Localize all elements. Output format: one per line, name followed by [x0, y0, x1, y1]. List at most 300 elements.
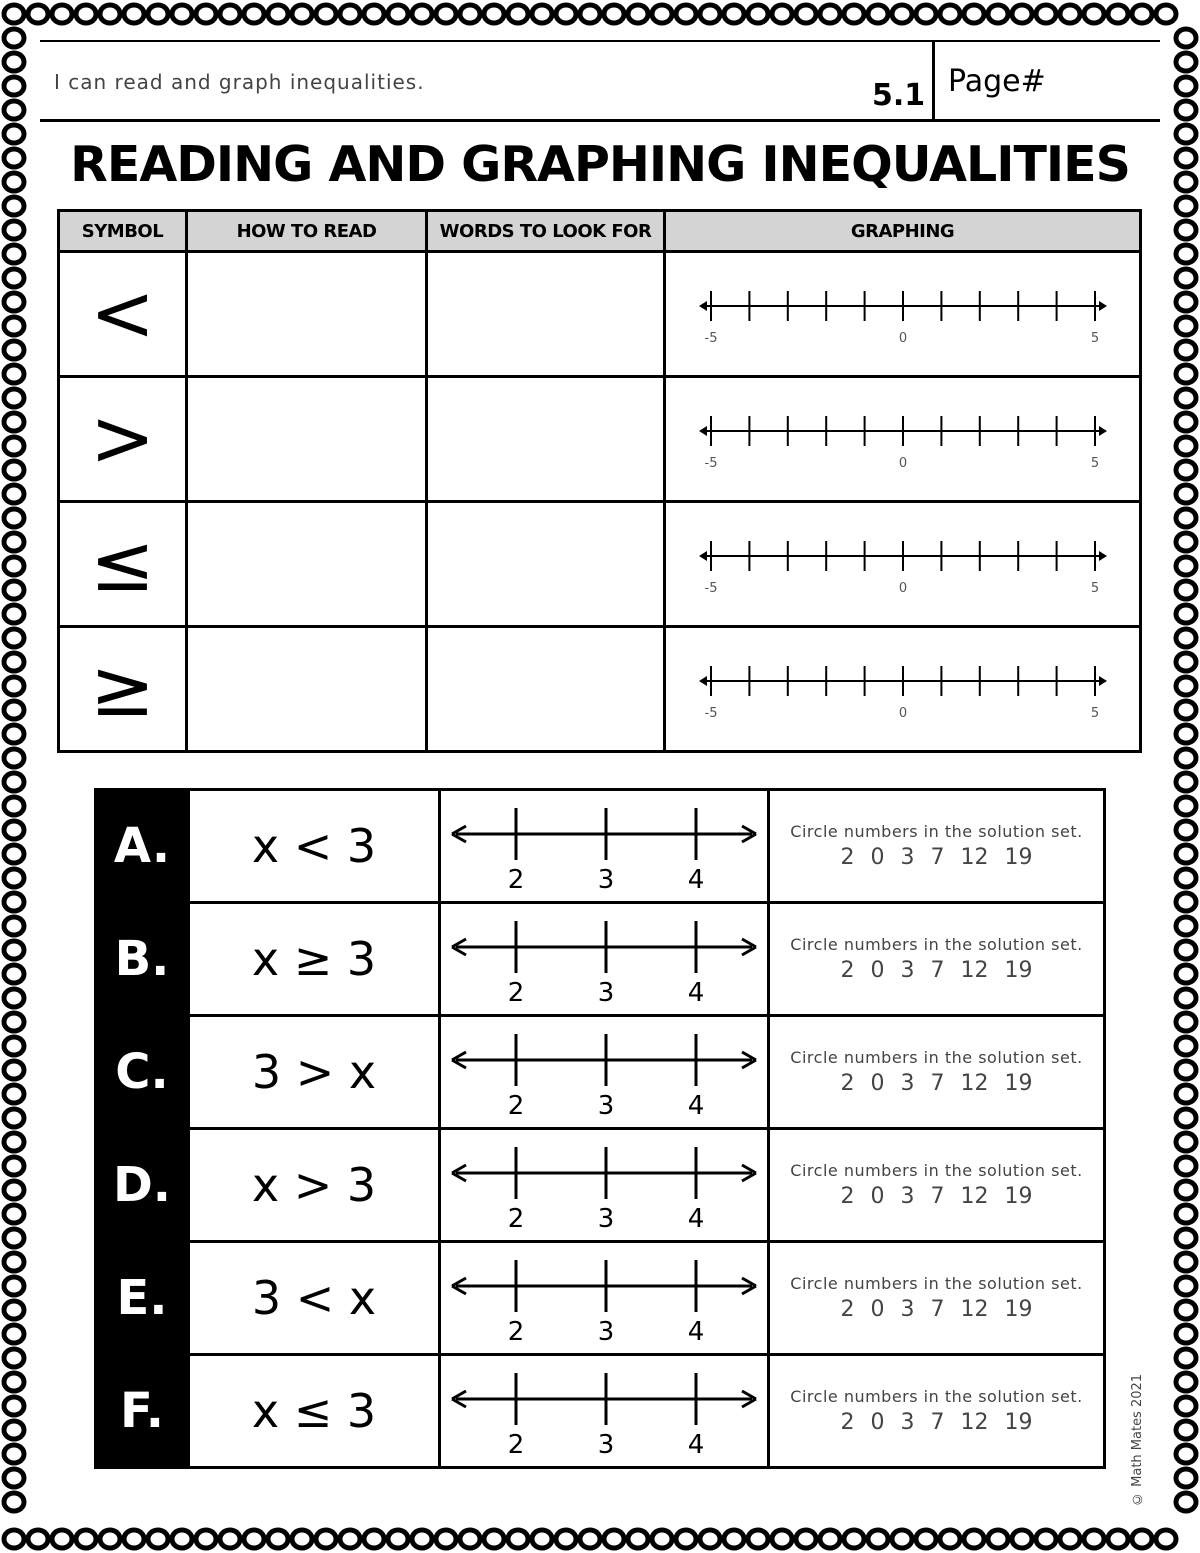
border-ring: [964, 5, 984, 23]
border-ring: [1176, 725, 1196, 743]
border-ring: [4, 29, 24, 47]
words-cell[interactable]: [427, 252, 665, 377]
border-ring: [1176, 1133, 1196, 1151]
border-ring: [676, 1530, 696, 1548]
ref-row-less-equal: [59, 502, 1141, 627]
border-ring: [4, 1205, 24, 1223]
border-ring: [1176, 1469, 1196, 1487]
how-to-read-cell[interactable]: [187, 252, 427, 377]
arrow-left-icon: [699, 301, 707, 311]
tick-label: 0: [898, 581, 907, 594]
ref-row-greater-than: [59, 377, 1141, 502]
border-ring: [4, 485, 24, 503]
border-ring: [1176, 245, 1196, 263]
border-ring: [4, 1469, 24, 1487]
border-ring: [892, 5, 912, 23]
border-ring: [460, 1530, 480, 1548]
border-ring: [4, 1085, 24, 1103]
border-ring: [772, 1530, 792, 1548]
border-ring: [4, 53, 24, 71]
graphing-cell[interactable]: [665, 502, 1141, 627]
item-letter: B.: [96, 903, 189, 1016]
border-ring: [1176, 53, 1196, 71]
how-to-read-cell[interactable]: [187, 502, 427, 627]
border-ring: [556, 1530, 576, 1548]
border-ring: [532, 1530, 552, 1548]
candidate-number[interactable]: 2: [840, 1410, 855, 1435]
candidate-number[interactable]: 19: [1004, 1297, 1033, 1322]
border-ring: [4, 413, 24, 431]
border-ring: [604, 5, 624, 23]
circle-prompt: Circle numbers in the solution set.: [790, 1048, 1083, 1067]
candidate-numbers: [770, 845, 1103, 870]
border-ring: [1176, 1277, 1196, 1295]
graphing-cell[interactable]: [665, 252, 1141, 377]
border-ring: [1060, 5, 1080, 23]
border-ring: [1176, 269, 1196, 287]
border-ring: [4, 701, 24, 719]
item-letter: A.: [96, 790, 189, 903]
border-ring: [460, 5, 480, 23]
tick-label: 4: [687, 1204, 705, 1229]
solution-set-cell: [769, 1129, 1105, 1242]
border-ring: [700, 1530, 720, 1548]
candidate-number[interactable]: 0: [870, 1071, 885, 1096]
border-ring: [4, 1421, 24, 1439]
border-ring: [820, 5, 840, 23]
border-ring: [268, 1530, 288, 1548]
practice-row: [96, 1016, 1105, 1129]
border-ring: [4, 1061, 24, 1079]
border-ring: [4, 581, 24, 599]
tick-label: 2: [507, 978, 525, 1003]
border-ring: [1176, 653, 1196, 671]
symbol-greater-equal: ≥: [59, 627, 187, 752]
candidate-number[interactable]: 12: [960, 1410, 989, 1435]
border-ring: [844, 1530, 864, 1548]
graph-cell[interactable]: [440, 903, 769, 1016]
border-ring: [508, 5, 528, 23]
border-ring: [4, 221, 24, 239]
border-ring: [4, 893, 24, 911]
candidate-number[interactable]: 7: [930, 1071, 945, 1096]
candidate-number[interactable]: 3: [900, 1071, 915, 1096]
inequality-expression: x ≥ 3: [189, 903, 440, 1016]
header-graphing: GRAPHING: [665, 211, 1141, 252]
symbol-less-than: <: [59, 252, 187, 377]
border-ring: [4, 533, 24, 551]
symbol-less-equal: ≤: [59, 502, 187, 627]
tick-label: 2: [507, 1430, 525, 1455]
number-line: [444, 1363, 764, 1455]
candidate-number[interactable]: 7: [930, 1297, 945, 1322]
border-ring: [1084, 5, 1104, 23]
graph-cell[interactable]: [440, 1242, 769, 1355]
tick-label: 2: [507, 1317, 525, 1342]
border-ring: [1176, 413, 1196, 431]
border-ring: [4, 1301, 24, 1319]
number-line: [444, 798, 764, 890]
border-ring: [388, 1530, 408, 1548]
border-ring: [4, 605, 24, 623]
tick-label: -5: [704, 581, 717, 594]
border-ring: [1176, 1397, 1196, 1415]
border-ring: [4, 197, 24, 215]
tick-label: -5: [704, 456, 717, 469]
border-ring: [868, 5, 888, 23]
words-cell[interactable]: [427, 377, 665, 502]
candidate-number[interactable]: 0: [870, 1410, 885, 1435]
candidate-number[interactable]: 2: [840, 845, 855, 870]
border-ring: [868, 1530, 888, 1548]
border-ring: [1176, 1253, 1196, 1271]
inequality-expression: 3 < x: [189, 1242, 440, 1355]
border-ring: [4, 269, 24, 287]
border-ring: [316, 1530, 336, 1548]
border-ring: [844, 5, 864, 23]
header-bar: [40, 40, 1160, 122]
border-ring: [4, 1109, 24, 1127]
border-ring: [196, 1530, 216, 1548]
candidate-number[interactable]: 7: [930, 1184, 945, 1209]
border-ring: [556, 5, 576, 23]
border-ring: [4, 365, 24, 383]
graph-cell[interactable]: [440, 1016, 769, 1129]
border-ring: [1176, 1325, 1196, 1343]
border-ring: [1176, 365, 1196, 383]
border-ring: [532, 5, 552, 23]
border-ring: [4, 341, 24, 359]
candidate-number[interactable]: 19: [1004, 1410, 1033, 1435]
candidate-number[interactable]: 12: [960, 1184, 989, 1209]
candidate-number[interactable]: 19: [1004, 958, 1033, 983]
circle-prompt: Circle numbers in the solution set.: [790, 822, 1083, 841]
border-ring: [4, 1349, 24, 1367]
graph-cell[interactable]: [440, 790, 769, 903]
border-ring: [1156, 1530, 1176, 1548]
candidate-number[interactable]: 3: [900, 1297, 915, 1322]
solution-set-cell: [769, 790, 1105, 903]
border-ring: [1176, 485, 1196, 503]
border-ring: [1176, 461, 1196, 479]
border-ring: [1176, 701, 1196, 719]
border-ring: [748, 5, 768, 23]
tick-label: 4: [687, 1091, 705, 1116]
border-ring: [1176, 1085, 1196, 1103]
candidate-number[interactable]: 12: [960, 958, 989, 983]
page-title: READING AND GRAPHING INEQUALITIES: [70, 136, 1130, 193]
border-ring: [1176, 389, 1196, 407]
border-ring: [1176, 1013, 1196, 1031]
border-ring: [244, 1530, 264, 1548]
border-ring: [4, 821, 24, 839]
border-ring: [4, 1037, 24, 1055]
graphing-cell[interactable]: [665, 627, 1141, 752]
candidate-number[interactable]: 2: [840, 1071, 855, 1096]
border-ring: [1176, 605, 1196, 623]
candidate-number[interactable]: 3: [900, 1184, 915, 1209]
border-ring: [1156, 5, 1176, 23]
border-ring: [292, 1530, 312, 1548]
graph-cell[interactable]: [440, 1129, 769, 1242]
border-ring: [772, 5, 792, 23]
border-ring: [1176, 1373, 1196, 1391]
practice-table: [94, 788, 1106, 1469]
candidate-number[interactable]: 12: [960, 845, 989, 870]
border-ring: [4, 1013, 24, 1031]
candidate-number[interactable]: 2: [840, 1297, 855, 1322]
border-ring: [388, 5, 408, 23]
inequality-expression: x > 3: [189, 1129, 440, 1242]
border-ring: [4, 245, 24, 263]
border-ring: [1036, 1530, 1056, 1548]
border-ring: [1060, 1530, 1080, 1548]
border-ring: [604, 1530, 624, 1548]
border-ring: [1176, 197, 1196, 215]
candidate-numbers: [770, 958, 1103, 983]
tick-label: 4: [687, 978, 705, 1003]
arrow-left-icon: [699, 551, 707, 561]
border-ring: [4, 965, 24, 983]
candidate-number[interactable]: 0: [870, 1297, 885, 1322]
tick-label: 5: [1090, 456, 1099, 469]
candidate-number[interactable]: 3: [900, 845, 915, 870]
border-ring: [364, 5, 384, 23]
border-ring: [172, 1530, 192, 1548]
border-ring: [1176, 581, 1196, 599]
candidate-numbers: [770, 1410, 1103, 1435]
border-ring: [148, 5, 168, 23]
inequality-expression: x ≤ 3: [189, 1355, 440, 1468]
header-divider: [932, 42, 935, 122]
border-ring: [4, 389, 24, 407]
tick-label: 3: [597, 1204, 615, 1229]
border-ring: [52, 5, 72, 23]
border-ring: [748, 1530, 768, 1548]
number-line: [693, 409, 1113, 469]
arrow-left-icon: [699, 676, 707, 686]
practice-row: [96, 903, 1105, 1016]
border-ring: [628, 5, 648, 23]
border-ring: [124, 1530, 144, 1548]
border-ring: [1176, 29, 1196, 47]
border-ring: [436, 5, 456, 23]
border-ring: [1176, 1061, 1196, 1079]
border-ring: [724, 5, 744, 23]
number-line: [444, 911, 764, 1003]
border-ring: [1176, 1493, 1196, 1511]
candidate-number[interactable]: 19: [1004, 1071, 1033, 1096]
border-ring: [4, 293, 24, 311]
border-ring: [796, 5, 816, 23]
how-to-read-cell[interactable]: [187, 377, 427, 502]
border-ring: [1176, 1349, 1196, 1367]
solution-set-cell: [769, 903, 1105, 1016]
ref-row-less-than: [59, 252, 1141, 377]
inequality-expression: 3 > x: [189, 1016, 440, 1129]
tick-label: 2: [507, 865, 525, 890]
border-ring: [1176, 557, 1196, 575]
border-ring: [1176, 677, 1196, 695]
ref-row-greater-equal: [59, 627, 1141, 752]
circle-prompt: Circle numbers in the solution set.: [790, 1161, 1083, 1180]
border-ring: [268, 5, 288, 23]
border-ring: [4, 1253, 24, 1271]
candidate-number[interactable]: 0: [870, 1184, 885, 1209]
border-ring: [1176, 773, 1196, 791]
border-ring: [292, 5, 312, 23]
border-ring: [484, 1530, 504, 1548]
border-ring: [1176, 1157, 1196, 1175]
border-ring: [916, 1530, 936, 1548]
candidate-number[interactable]: 0: [870, 845, 885, 870]
border-ring: [4, 437, 24, 455]
tick-label: -5: [704, 706, 717, 719]
practice-row: [96, 790, 1105, 903]
item-letter: C.: [96, 1016, 189, 1129]
border-ring: [580, 5, 600, 23]
border-ring: [940, 5, 960, 23]
candidate-numbers: [770, 1184, 1103, 1209]
number-line: [693, 534, 1113, 594]
border-ring: [172, 5, 192, 23]
border-ring: [1176, 1421, 1196, 1439]
number-line: [693, 284, 1113, 344]
border-ring: [1132, 5, 1152, 23]
border-ring: [1176, 917, 1196, 935]
candidate-number[interactable]: 0: [870, 958, 885, 983]
border-ring: [4, 797, 24, 815]
border-ring: [1176, 797, 1196, 815]
words-cell[interactable]: [427, 502, 665, 627]
border-ring: [4, 1325, 24, 1343]
tick-label: 4: [687, 865, 705, 890]
border-ring: [148, 1530, 168, 1548]
tick-label: -5: [704, 331, 717, 344]
border-ring: [4, 1373, 24, 1391]
candidate-numbers: [770, 1071, 1103, 1096]
border-ring: [484, 5, 504, 23]
border-ring: [4, 1157, 24, 1175]
border-ring: [1176, 629, 1196, 647]
border-ring: [796, 1530, 816, 1548]
candidate-number[interactable]: 19: [1004, 845, 1033, 870]
border-ring: [28, 1530, 48, 1548]
candidate-number[interactable]: 7: [930, 845, 945, 870]
tick-label: 2: [507, 1204, 525, 1229]
tick-label: 3: [597, 978, 615, 1003]
arrow-right-icon: [1099, 676, 1107, 686]
border-ring: [4, 725, 24, 743]
graphing-cell[interactable]: [665, 377, 1141, 502]
border-ring: [628, 1530, 648, 1548]
border-ring: [76, 1530, 96, 1548]
tick-label: 0: [898, 331, 907, 344]
border-ring: [4, 5, 24, 23]
border-ring: [52, 1530, 72, 1548]
border-ring: [916, 5, 936, 23]
candidate-number[interactable]: 12: [960, 1071, 989, 1096]
border-ring: [4, 101, 24, 119]
border-ring: [1176, 77, 1196, 95]
border-ring: [724, 1530, 744, 1548]
candidate-number[interactable]: 19: [1004, 1184, 1033, 1209]
border-ring: [76, 5, 96, 23]
border-ring: [1176, 221, 1196, 239]
border-ring: [4, 557, 24, 575]
border-ring: [1176, 317, 1196, 335]
candidate-number[interactable]: 2: [840, 1184, 855, 1209]
border-ring: [4, 749, 24, 767]
border-ring: [988, 5, 1008, 23]
solution-set-cell: [769, 1355, 1105, 1468]
header-how-to-read: HOW TO READ: [187, 211, 427, 252]
border-ring: [1176, 341, 1196, 359]
practice-row: [96, 1129, 1105, 1242]
border-ring: [1176, 1109, 1196, 1127]
circle-prompt: Circle numbers in the solution set.: [790, 935, 1083, 954]
border-ring: [1176, 869, 1196, 887]
border-ring: [4, 461, 24, 479]
border-ring: [4, 1277, 24, 1295]
arrow-right-icon: [1099, 301, 1107, 311]
tick-label: 5: [1090, 581, 1099, 594]
solution-set-cell: [769, 1016, 1105, 1129]
border-ring: [1176, 749, 1196, 767]
how-to-read-cell[interactable]: [187, 627, 427, 752]
header-symbol: SYMBOL: [59, 211, 187, 252]
border-ring: [4, 677, 24, 695]
border-ring: [1176, 821, 1196, 839]
graph-cell[interactable]: [440, 1355, 769, 1468]
border-ring: [316, 5, 336, 23]
candidate-number[interactable]: 7: [930, 958, 945, 983]
border-ring: [1176, 1301, 1196, 1319]
candidate-number[interactable]: 2: [840, 958, 855, 983]
border-ring: [4, 989, 24, 1007]
border-ring: [412, 5, 432, 23]
border-ring: [508, 1530, 528, 1548]
tick-label: 3: [597, 1430, 615, 1455]
border-ring: [4, 773, 24, 791]
border-ring: [1108, 1530, 1128, 1548]
circle-prompt: Circle numbers in the solution set.: [790, 1274, 1083, 1293]
candidate-number[interactable]: 7: [930, 1410, 945, 1435]
border-ring: [100, 1530, 120, 1548]
border-ring: [4, 629, 24, 647]
border-ring: [988, 1530, 1008, 1548]
candidate-number[interactable]: 3: [900, 958, 915, 983]
border-ring: [196, 5, 216, 23]
circle-prompt: Circle numbers in the solution set.: [790, 1387, 1083, 1406]
tick-label: 4: [687, 1317, 705, 1342]
learning-objective: I can read and graph inequalities.: [54, 70, 425, 94]
border-ring: [652, 5, 672, 23]
header-words: WORDS TO LOOK FOR: [427, 211, 665, 252]
item-letter: E.: [96, 1242, 189, 1355]
border-ring: [412, 1530, 432, 1548]
border-ring: [1132, 1530, 1152, 1548]
candidate-number[interactable]: 12: [960, 1297, 989, 1322]
border-ring: [580, 1530, 600, 1548]
border-ring: [676, 5, 696, 23]
words-cell[interactable]: [427, 627, 665, 752]
candidate-number[interactable]: 3: [900, 1410, 915, 1435]
border-ring: [1176, 101, 1196, 119]
border-ring: [4, 1181, 24, 1199]
tick-label: 4: [687, 1430, 705, 1455]
solution-set-cell: [769, 1242, 1105, 1355]
